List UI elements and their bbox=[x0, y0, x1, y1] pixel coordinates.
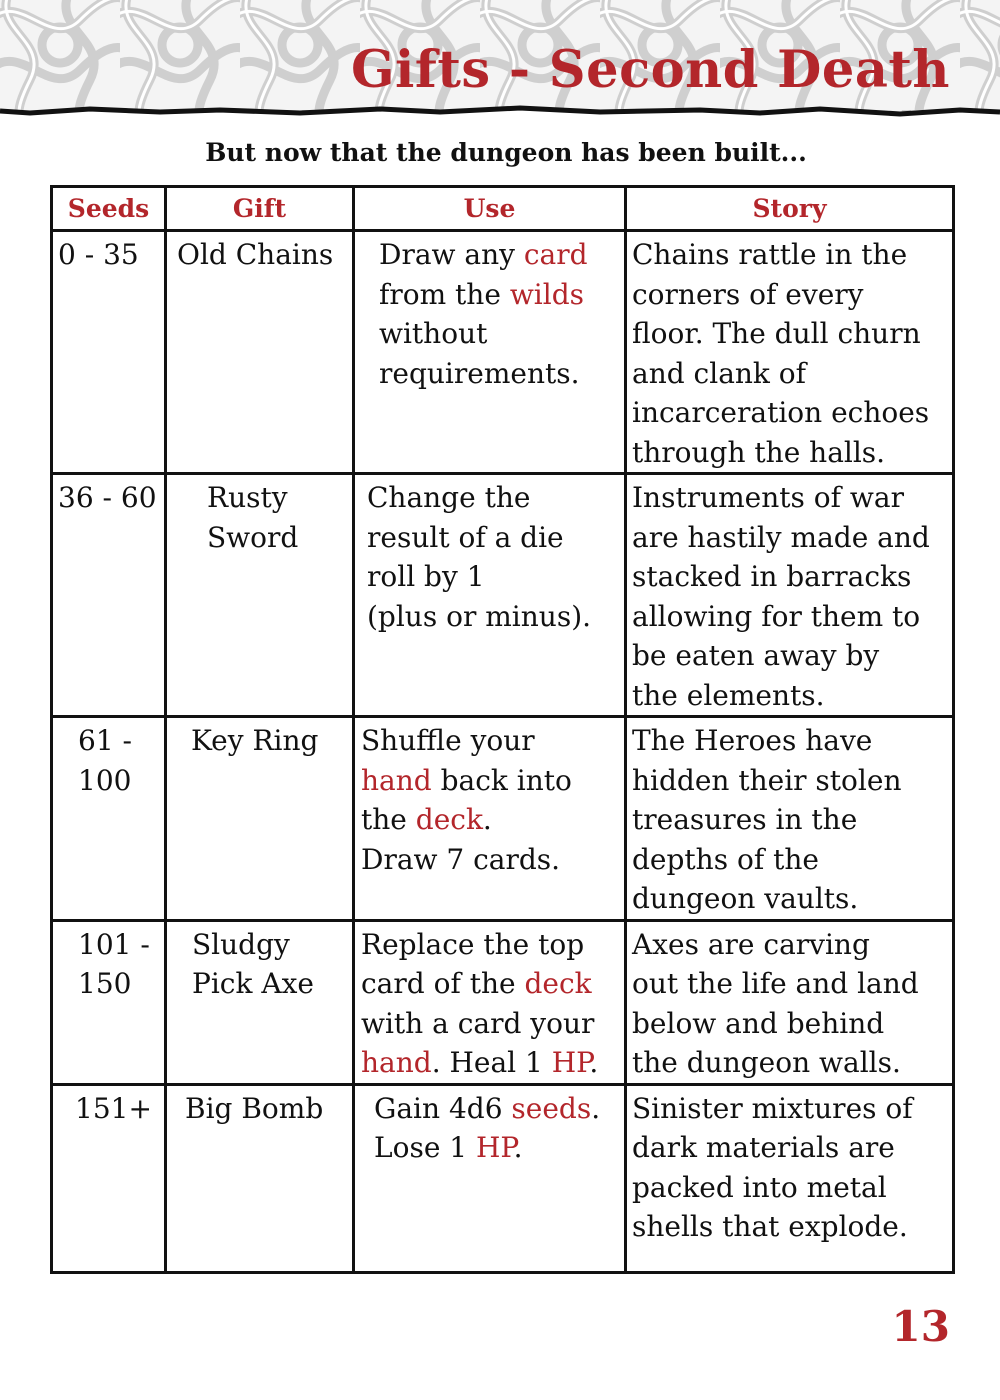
use-text: back into bbox=[431, 763, 572, 797]
use-text: Gain 4d6 bbox=[374, 1091, 512, 1125]
page-number: 13 bbox=[891, 1302, 950, 1351]
use-text: roll by 1 bbox=[367, 560, 485, 593]
use-cell bbox=[354, 231, 626, 474]
story-line: allowing for them to bbox=[632, 599, 921, 633]
use-text: Draw 7 cards. bbox=[361, 842, 561, 876]
story-line: out the life and land bbox=[632, 967, 919, 1000]
gift-cell bbox=[166, 474, 354, 717]
story-cell bbox=[626, 474, 954, 717]
gift-name: Old Chains bbox=[177, 238, 334, 271]
seeds-cell bbox=[52, 474, 166, 717]
use-text: the bbox=[361, 803, 416, 836]
column-header-seeds: Seeds bbox=[52, 187, 166, 231]
story-line: floor. The dull churn bbox=[632, 317, 921, 350]
story-line: stacked in barracks bbox=[632, 560, 912, 593]
story-line: shells that explode. bbox=[632, 1210, 908, 1243]
story-line: Instruments of war bbox=[632, 481, 904, 514]
gift-name-line: Sword bbox=[207, 520, 299, 554]
story-line: Axes are carving bbox=[632, 927, 870, 961]
story-line: through the halls. bbox=[632, 435, 886, 469]
seeds-cell bbox=[52, 717, 166, 921]
story-line: below and behind bbox=[632, 1006, 885, 1040]
gift-name-line: Pick Axe bbox=[192, 967, 314, 1000]
gifts-table bbox=[50, 185, 955, 1274]
use-text: . bbox=[589, 1046, 599, 1079]
table-row bbox=[52, 474, 954, 717]
keyword-hand: hand bbox=[361, 763, 432, 797]
gift-cell bbox=[166, 231, 354, 474]
seeds-cell bbox=[52, 1084, 166, 1272]
use-text: (plus or minus). bbox=[367, 599, 592, 633]
column-header-gift: Gift bbox=[166, 187, 354, 231]
use-text: Shuffle your bbox=[361, 724, 535, 757]
story-line: depths of the bbox=[632, 842, 819, 876]
story-line: incarceration echoes bbox=[632, 396, 930, 429]
seeds-range-line: 150 bbox=[78, 967, 132, 1000]
table-row bbox=[52, 1084, 954, 1272]
use-text: Lose 1 bbox=[374, 1131, 477, 1164]
story-cell bbox=[626, 1084, 954, 1272]
keyword-hp: HP bbox=[476, 1131, 514, 1164]
story-line: and clank of bbox=[632, 356, 807, 390]
story-line: Chains rattle in the bbox=[632, 238, 908, 271]
use-text: with a card your bbox=[361, 1006, 595, 1040]
gift-name-line: Sludgy bbox=[192, 927, 290, 961]
column-header-use: Use bbox=[354, 187, 626, 231]
use-text: without bbox=[379, 317, 488, 350]
story-line: the dungeon walls. bbox=[632, 1046, 901, 1079]
use-cell bbox=[354, 1084, 626, 1272]
use-text: Change the bbox=[367, 481, 531, 514]
use-text: . Heal 1 bbox=[431, 1046, 552, 1079]
column-header-story: Story bbox=[626, 187, 954, 231]
keyword-card: card bbox=[523, 238, 588, 271]
seeds-range: 0 - 35 bbox=[58, 238, 139, 271]
story-line: dark materials are bbox=[632, 1131, 895, 1164]
use-cell bbox=[354, 920, 626, 1084]
story-cell bbox=[626, 717, 954, 921]
use-text: result of a die bbox=[367, 520, 564, 554]
use-text: requirements. bbox=[379, 356, 580, 390]
keyword-wilds: wilds bbox=[509, 277, 584, 311]
story-line: corners of every bbox=[632, 277, 864, 311]
use-text: . bbox=[482, 803, 492, 836]
story-line: Sinister mixtures of bbox=[632, 1091, 913, 1125]
seeds-cell bbox=[52, 231, 166, 474]
seeds-range-line: 100 bbox=[78, 763, 132, 797]
gift-name: Big Bomb bbox=[185, 1091, 324, 1125]
gift-cell bbox=[166, 1084, 354, 1272]
story-cell bbox=[626, 920, 954, 1084]
use-text: card of the bbox=[361, 967, 525, 1000]
story-line: are hastily made and bbox=[632, 520, 930, 554]
gift-cell bbox=[166, 920, 354, 1084]
seeds-range-line: 101 - bbox=[78, 927, 150, 961]
story-line: treasures in the bbox=[632, 803, 858, 836]
seeds-cell bbox=[52, 920, 166, 1084]
story-line: packed into metal bbox=[632, 1170, 887, 1204]
table-header-row bbox=[52, 187, 954, 231]
use-cell bbox=[354, 717, 626, 921]
page-title: Gifts - Second Death bbox=[350, 40, 950, 100]
use-cell bbox=[354, 474, 626, 717]
story-cell bbox=[626, 231, 954, 474]
table-row bbox=[52, 231, 954, 474]
story-line: dungeon vaults. bbox=[632, 882, 859, 915]
page-subtitle: But now that the dungeon has been built... bbox=[205, 138, 807, 167]
story-line: The Heroes have bbox=[632, 724, 873, 757]
story-line: be eaten away by bbox=[632, 639, 880, 672]
keyword-hand: hand bbox=[361, 1046, 432, 1079]
gift-name: Key Ring bbox=[191, 724, 319, 757]
use-text: Draw any bbox=[379, 238, 524, 271]
use-text: . bbox=[591, 1091, 601, 1125]
story-line: hidden their stolen bbox=[632, 763, 902, 797]
keyword-deck: deck bbox=[415, 803, 483, 836]
gift-cell bbox=[166, 717, 354, 921]
use-text: Replace the top bbox=[361, 927, 585, 961]
use-text: . bbox=[513, 1131, 523, 1164]
keyword-hp: HP bbox=[551, 1046, 590, 1079]
story-line: the elements. bbox=[632, 678, 825, 712]
use-text: from the bbox=[379, 277, 510, 311]
table-row bbox=[52, 717, 954, 921]
table-row bbox=[52, 920, 954, 1084]
keyword-seeds: seeds bbox=[511, 1091, 592, 1125]
seeds-range: 151+ bbox=[75, 1091, 152, 1125]
keyword-deck: deck bbox=[524, 967, 592, 1000]
seeds-range: 36 - 60 bbox=[58, 481, 157, 514]
gift-name-line: Rusty bbox=[207, 481, 288, 514]
seeds-range-line: 61 - bbox=[78, 724, 132, 757]
